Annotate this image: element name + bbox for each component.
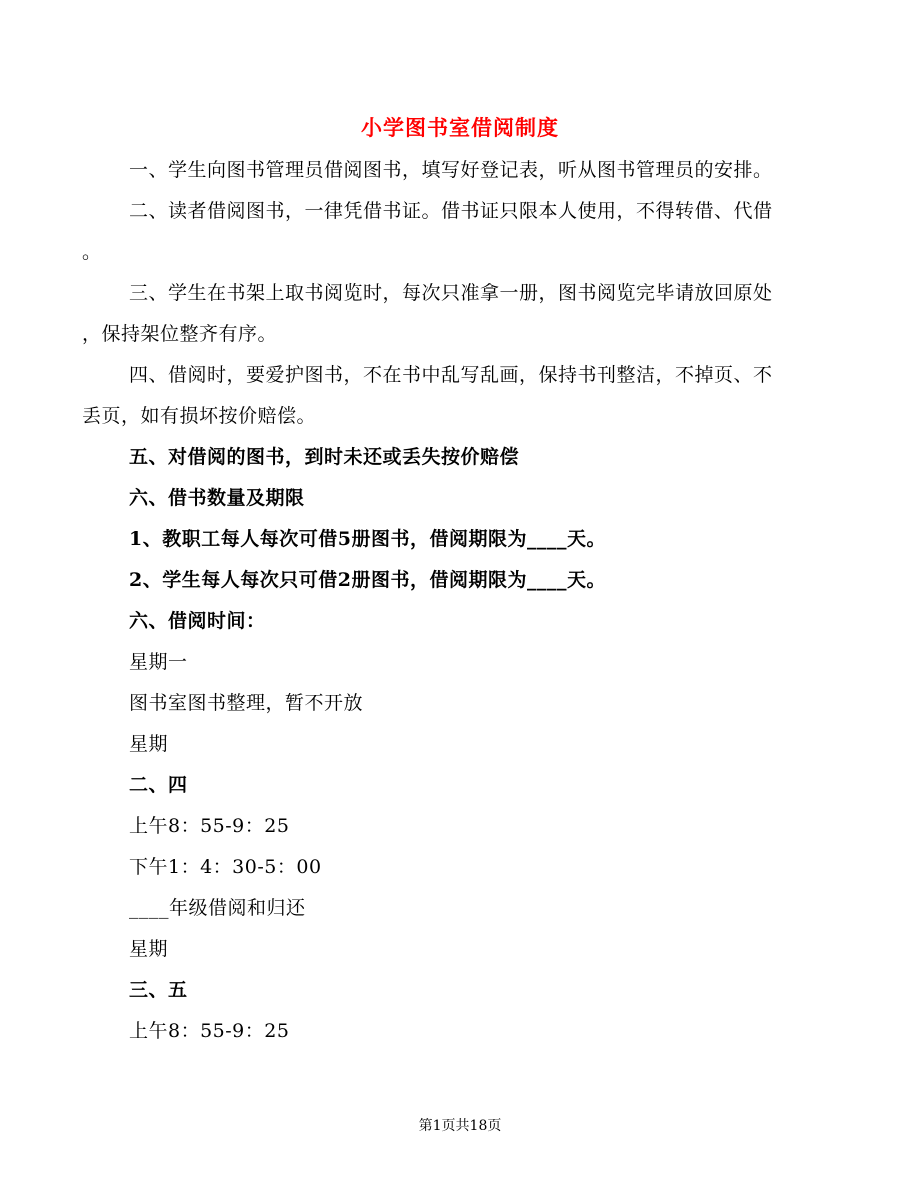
paragraph-line: 下午1：4：30-5：00 [129,856,322,878]
paragraph-line: 图书室图书整理，暂不开放 [129,692,364,714]
paragraph-line: 一、学生向图书管理员借阅图书，填写好登记表，听从图书管理员的安排。 [129,159,773,181]
paragraph-line: 星期一 [129,651,188,673]
paragraph-line: 六、借书数量及期限 [129,487,305,509]
paragraph-line: 三、学生在书架上取书阅览时，每次只准拿一册，图书阅览完毕请放回原处 [129,282,773,304]
paragraph-line: 1、教职工每人每次可借5册图书，借阅期限为____天。 [129,528,606,550]
paragraph-line: 六、借阅时间： [129,610,266,632]
document-body [82,150,832,1052]
page-footer: 第1页共18页 [418,1118,502,1134]
document-title: 小学图书室借阅制度 [361,115,559,140]
paragraph-line: 四、借阅时，要爱护图书，不在书中乱写乱画，保持书刊整洁，不掉页、不 [129,364,773,386]
paragraph-line: 二、四 [129,774,188,796]
paragraph-line: 2、学生每人每次只可借2册图书，借阅期限为____天。 [129,569,606,591]
paragraph-line: ，保持架位整齐有序。 [82,323,278,345]
paragraph-line: 三、五 [129,979,188,1001]
paragraph-line: 上午8：55-9：25 [129,815,290,837]
paragraph-line: 星期 [129,733,169,755]
paragraph-line: 五、对借阅的图书，到时未还或丢失按价赔偿 [129,446,520,468]
paragraph-line: 上午8：55-9：25 [129,1020,290,1042]
paragraph-line: 。 [82,241,102,263]
paragraph-line: ____年级借阅和归还 [129,897,306,919]
paragraph-line: 丢页，如有损坏按价赔偿。 [82,405,317,427]
paragraph-line: 二、读者借阅图书，一律凭借书证。借书证只限本人使用，不得转借、代借 [129,200,773,222]
paragraph-line: 星期 [129,938,169,960]
